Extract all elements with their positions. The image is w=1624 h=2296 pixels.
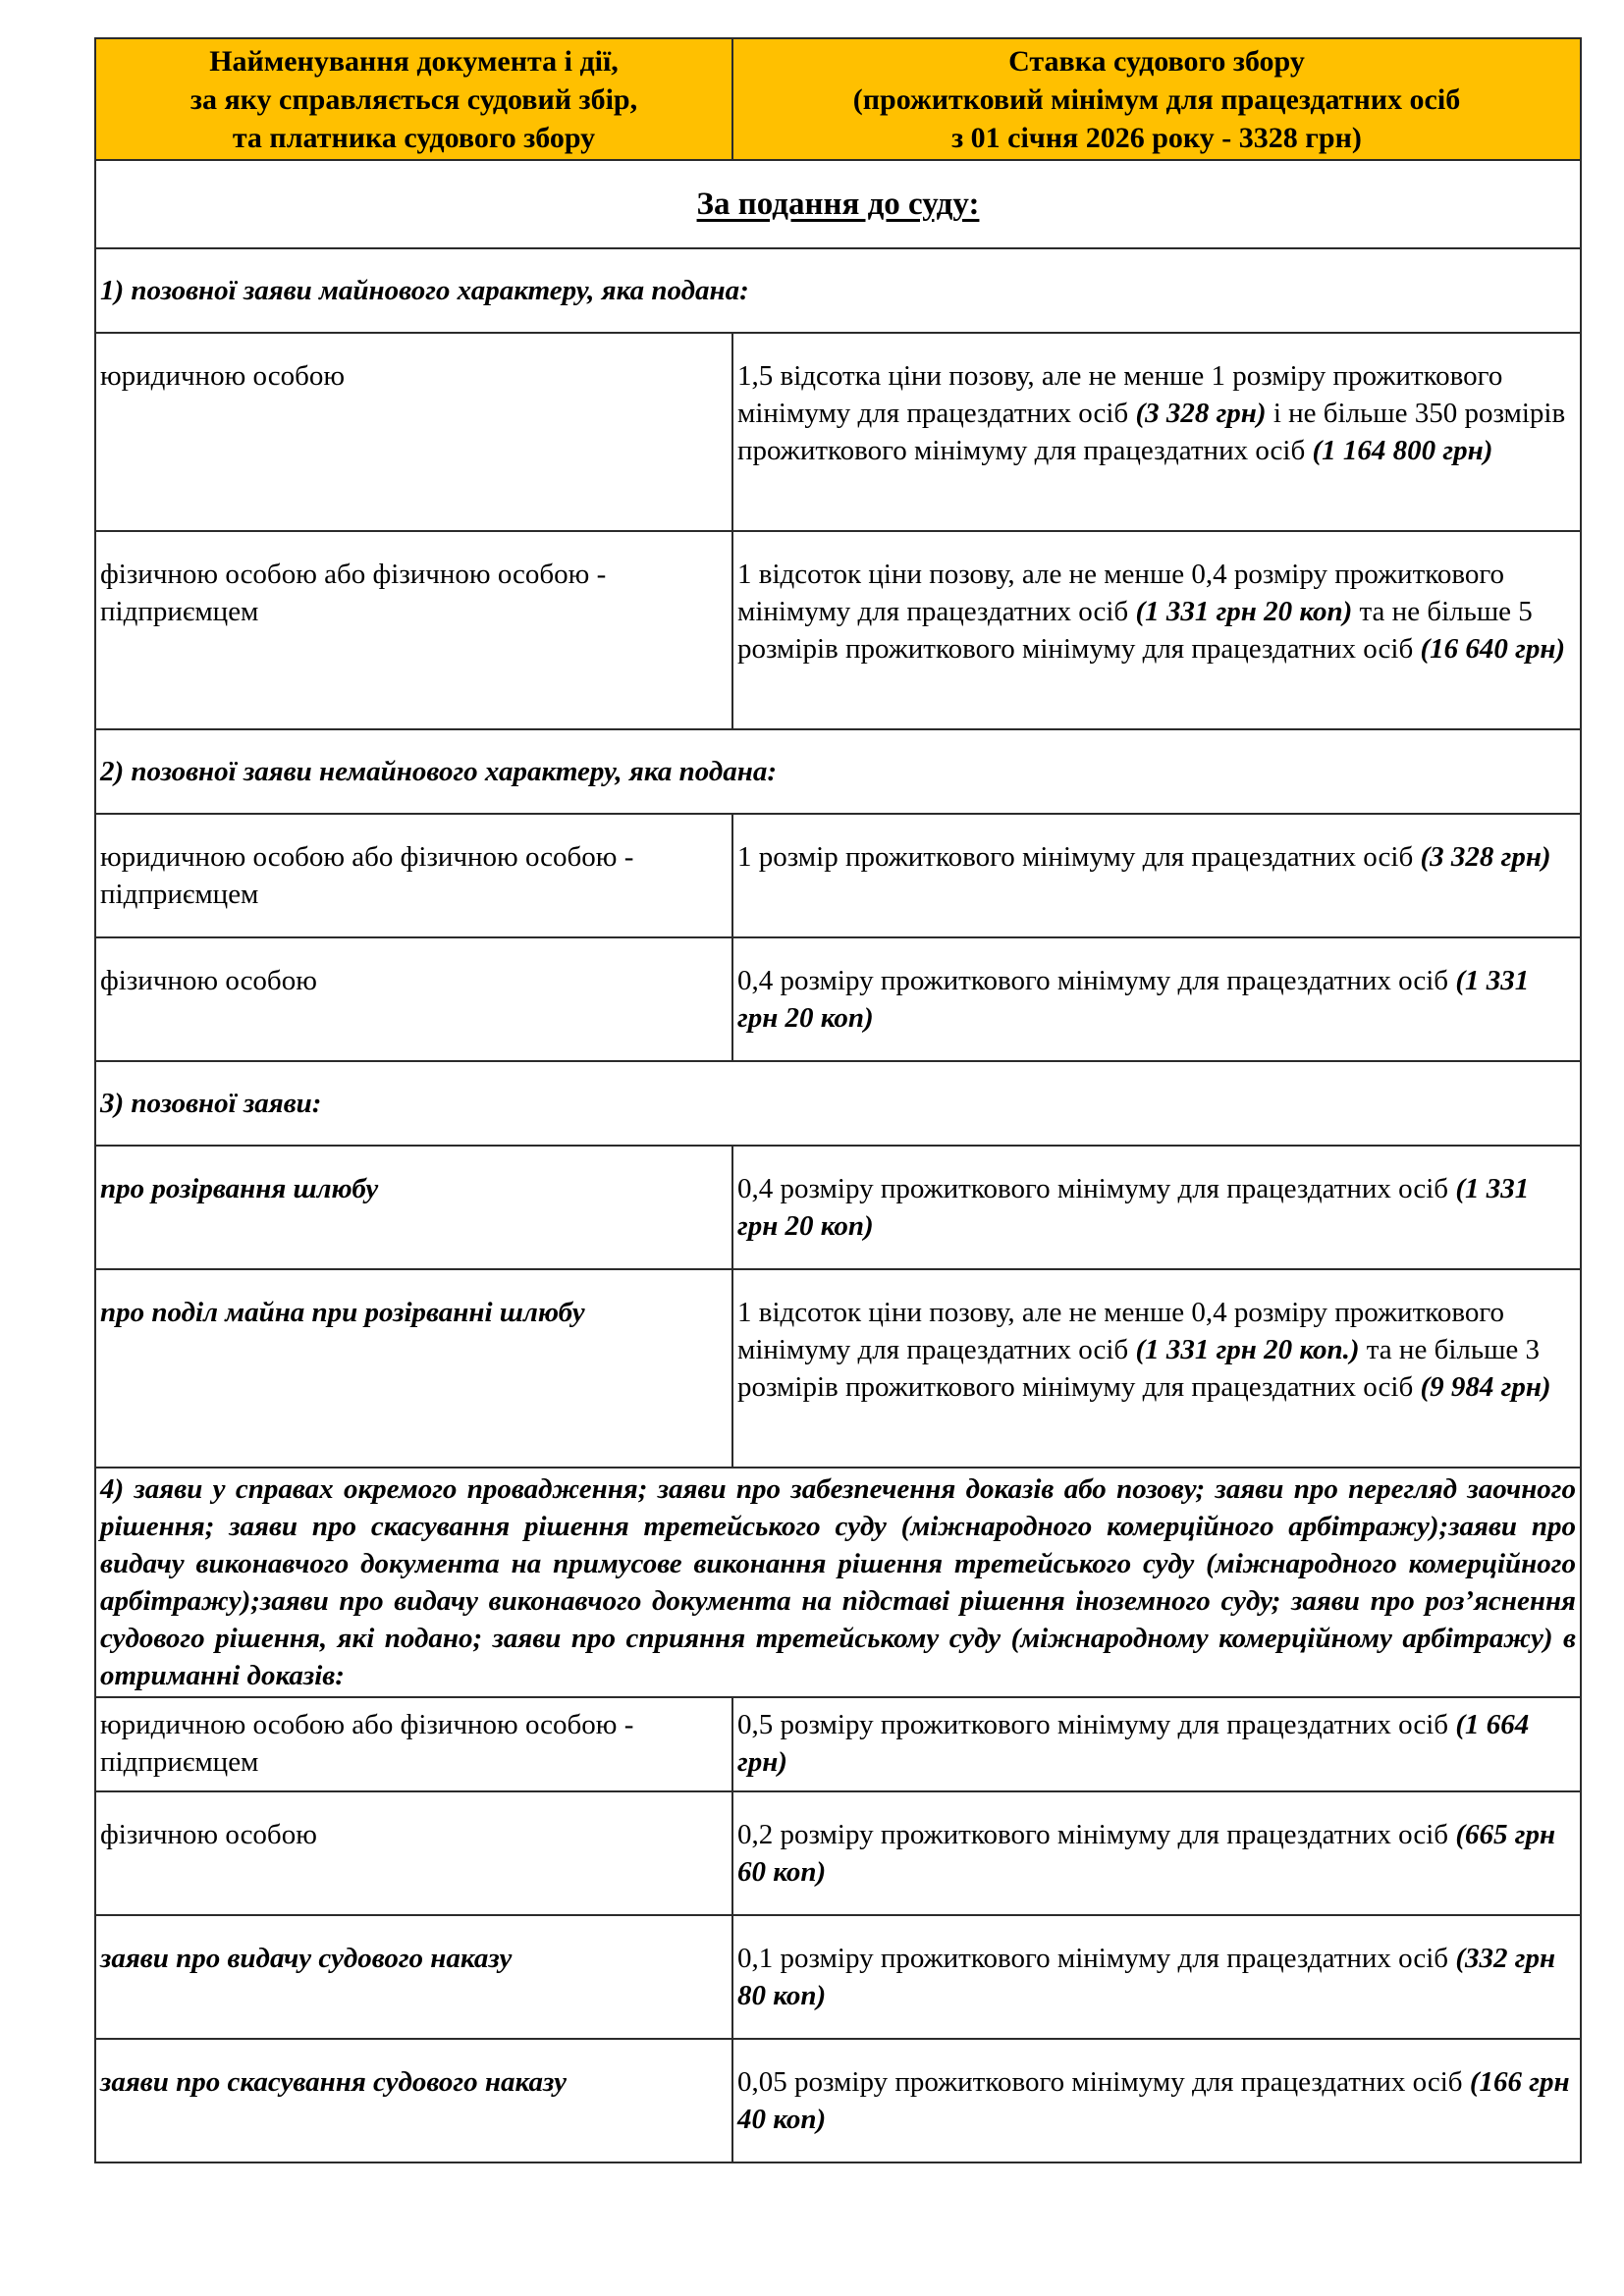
rate-text: 1 відсоток ціни позову, але не менше 0,4 розміру прожиткового мінімуму для працездатних осіб — [737, 1297, 1505, 1365]
table-row — [95, 814, 1581, 937]
rate-amount: (1 331 грн 20 коп) — [1135, 596, 1353, 627]
header-line: з 01 січня 2026 року - 3328 грн) — [951, 121, 1362, 154]
rate-text: 0,2 розміру прожиткового мінімуму для працездатних осіб — [737, 1819, 1456, 1850]
rate-cell — [732, 531, 1581, 729]
rate-amount: (3 328 грн) — [1135, 398, 1267, 429]
table-row — [95, 2039, 1581, 2163]
payer-cell: юридичною особою — [95, 333, 732, 531]
rate-amount: (1 331 грн 20 коп.) — [1135, 1334, 1360, 1365]
rate-amount: (332 грн 80 коп) — [737, 1943, 1556, 2011]
header-line: (прожитковий мінімум для працездатних осіб — [852, 82, 1461, 116]
rate-text: 1,5 відсотка ціни позову, але не менше 1 розміру прожиткового мінімуму для працездатних осіб — [737, 360, 1503, 429]
header-document-and-payer — [95, 38, 732, 160]
table-row — [95, 1791, 1581, 1915]
section-heading-3 — [95, 1061, 1581, 1146]
section-heading-2 — [95, 729, 1581, 814]
header-line: Найменування документа і дії, — [209, 44, 619, 78]
rate-text: 0,4 розміру прожиткового мінімуму для працездатних осіб — [737, 965, 1456, 996]
rate-cell — [732, 937, 1581, 1061]
payer-cell: юридичною особою або фізичною особою - підприємцем — [95, 814, 732, 937]
rate-amount: (3 328 грн) — [1420, 841, 1551, 873]
rate-text: та не більше 3 розмірів прожиткового мінімуму для працездатних осіб — [737, 1334, 1541, 1403]
rate-cell — [732, 1269, 1581, 1468]
header-line: та платника судового збору — [232, 121, 596, 154]
table-row — [95, 1146, 1581, 1269]
rate-amount: (9 984 грн) — [1420, 1371, 1551, 1403]
rate-amount: (665 грн 60 коп) — [737, 1819, 1556, 1888]
payer-cell: фізичною особою — [95, 937, 732, 1061]
table-row — [95, 1915, 1581, 2039]
table-row — [95, 937, 1581, 1061]
table-row — [95, 333, 1581, 531]
rate-text: 0,5 розміру прожиткового мінімуму для працездатних осіб — [737, 1709, 1456, 1740]
section-heading-text: 2) позовної заяви немайнового характеру, яка подана: — [95, 729, 1581, 814]
table-row — [95, 1697, 1581, 1791]
payer-cell: фізичною особою або фізичною особою - підприємцем — [95, 531, 732, 729]
rate-text: та не більше 5 розмірів прожиткового мінімуму для працездатних осіб — [737, 596, 1533, 665]
section-heading-text: 3) позовної заяви: — [95, 1061, 1581, 1146]
section-heading-text: 4) заяви у справах окремого провадження; заяви про забезпечення доказів або позову; заяви про перегляд заочного рішення; заяви про скасування рішення третейського суду (міжнародного комерційного арбітражу);заяви про видачу виконавчого документа на примусове виконання рішення третейського суду (міжнародного комерційного арбітражу);заяви про видачу виконавчого документа на підставі рішення іноземного суду; заяви про роз’яснення судового рішення, які подано; заяви про сприяння третейському суду (міжнародному комерційному арбітражу) в отриманні доказів: — [95, 1468, 1581, 1697]
payer-cell: юридичною особою або фізичною особою - підприємцем — [95, 1697, 732, 1791]
rate-amount: (1 331 грн 20 коп) — [737, 965, 1530, 1034]
payer-cell: заяви про видачу судового наказу — [95, 1915, 732, 2039]
header-fee-rate — [732, 38, 1581, 160]
table-title — [95, 160, 1581, 248]
rate-text: 0,4 розміру прожиткового мінімуму для працездатних осіб — [737, 1173, 1456, 1204]
section-heading-1 — [95, 248, 1581, 333]
rate-amount: (1 164 800 грн) — [1312, 435, 1493, 466]
rate-text: 0,05 розміру прожиткового мінімуму для працездатних осіб — [737, 2066, 1470, 2098]
rate-cell — [732, 333, 1581, 531]
table-header-row — [95, 38, 1581, 160]
rate-amount: (16 640 грн) — [1420, 633, 1566, 665]
header-line: Ставка судового збору — [1008, 44, 1305, 78]
court-fee-table — [94, 37, 1582, 2163]
header-line: за яку справляється судовий збір, — [189, 82, 638, 116]
rate-cell — [732, 1146, 1581, 1269]
table-title-text: За подання до суду: — [696, 187, 980, 222]
rate-text: 0,1 розміру прожиткового мінімуму для працездатних осіб — [737, 1943, 1456, 1974]
rate-amount: (1 331 грн 20 коп) — [737, 1173, 1530, 1242]
table-row — [95, 1269, 1581, 1468]
rate-text: і не більше 350 розмірів прожиткового мінімуму для працездатних осіб — [737, 398, 1566, 466]
rate-text: 1 відсоток ціни позову, але не менше 0,4 розміру прожиткового мінімуму для працездатних осіб — [737, 559, 1505, 627]
rate-cell — [732, 814, 1581, 937]
section-heading-text: 1) позовної заяви майнового характеру, яка подана: — [95, 248, 1581, 333]
rate-amount: (166 грн 40 коп) — [737, 2066, 1570, 2135]
payer-cell: фізичною особою — [95, 1791, 732, 1915]
payer-cell: про поділ майна при розірванні шлюбу — [95, 1269, 732, 1468]
section-heading-4 — [95, 1468, 1581, 1697]
rate-cell — [732, 1791, 1581, 1915]
rate-cell — [732, 1915, 1581, 2039]
rate-cell — [732, 1697, 1581, 1791]
title-row — [95, 160, 1581, 248]
rate-cell — [732, 2039, 1581, 2163]
payer-cell: заяви про скасування судового наказу — [95, 2039, 732, 2163]
payer-cell: про розірвання шлюбу — [95, 1146, 732, 1269]
table-row — [95, 531, 1581, 729]
rate-amount: (1 664 грн) — [737, 1709, 1530, 1778]
rate-text: 1 розмір прожиткового мінімуму для працездатних осіб — [737, 841, 1421, 873]
